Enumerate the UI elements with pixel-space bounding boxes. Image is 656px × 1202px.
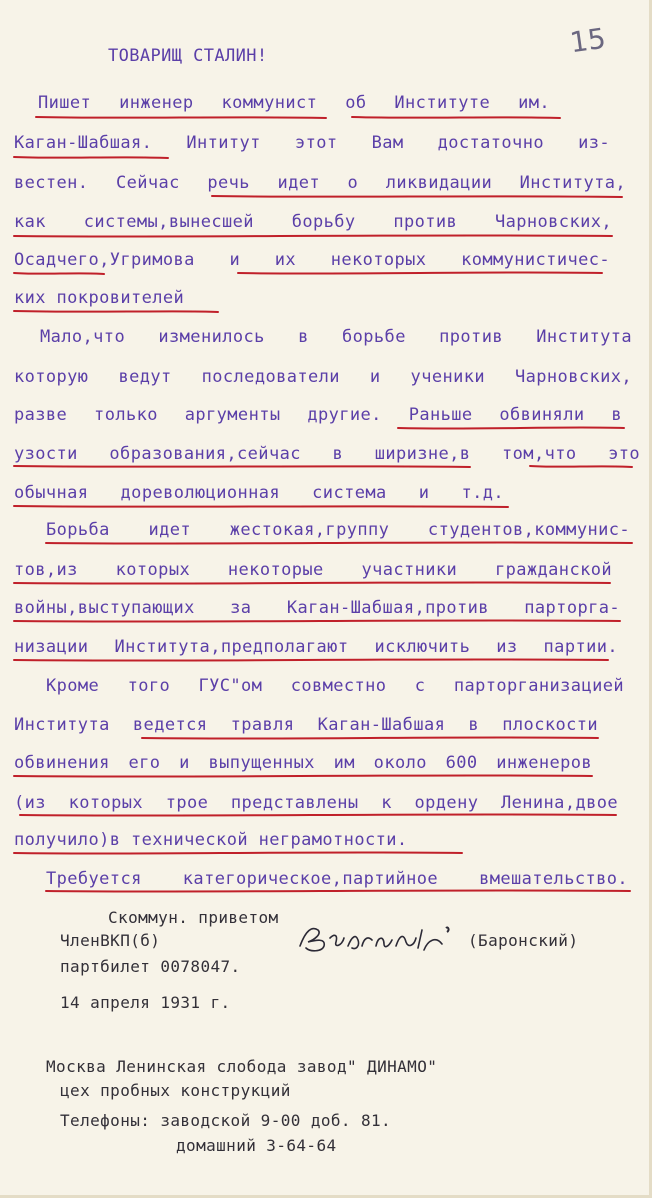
body-line-2: Каган-Шабшая. Интитут этот Вам достаточно из- [14,133,610,153]
body-line-19: (из которых трое представлены к ордену Ленина,двое [14,793,618,813]
body-line-17: Института ведется травля Каган-Шабшая в плоскости [14,715,598,735]
body-line-1: Пишет инженер коммунист об Институте им. [38,93,550,113]
party-member: ЧленВКП(б) [60,931,161,950]
body-line-6: ких покровителей [14,288,185,308]
letter-date: 14 апреля 1931 г. [60,993,231,1012]
body-line-8: которую ведут последователи и ученики Чарновских, [14,367,632,387]
body-line-3: вестен. Сейчас речь идет о ликвидации Института, [14,173,626,193]
body-line-4: как системы,вынесшей борьбу против Чарновских, [14,212,612,232]
phones-home: домашний 3-64-64 [176,1136,337,1155]
body-line-21: Требуется категорическое,партийное вмешательство. [46,869,628,889]
body-line-15: низации Института,предполагают исключить из партии. [14,637,618,657]
body-line-9: разве только аргументы другие. Раньше обвиняли в [14,405,622,425]
salutation: ТОВАРИЩ СТАЛИН! [108,46,268,66]
party-card: партбилет 0078047. [60,957,241,976]
body-line-5: Осадчего,Угримова и их некоторых коммунистичес- [14,250,610,270]
body-line-13: тов,из которых некоторые участники гражданской [14,560,612,580]
closing-greeting: Скоммун. приветом [108,908,279,927]
phones-work: Телефоны: заводской 9-00 доб. 81. [60,1111,392,1130]
author-name: (Баронский) [468,931,579,950]
body-line-14: войны,выступающих за Каган-Шабшая,против парторга- [14,598,620,618]
body-line-18: обвинения его и выпущенных им около 600 инженеров [14,753,592,773]
body-line-20: получило)в технической неграмотности. [14,830,408,850]
address-line-2: цех пробных конструкций [60,1081,291,1100]
body-line-12: Борьба идет жестокая,группу студентов,коммунис- [46,520,630,540]
page-number: 15 [567,21,608,60]
body-line-16: Кроме того ГУС"ом совместно с парторганизацией [46,676,624,696]
body-line-10: узости образования,сейчас в ширизне,в том,что это [14,444,640,464]
body-line-11: обычная дореволюционная система и т.д. [14,483,504,503]
address-line-1: Москва Ленинская слобода завод" ДИНАМО" [46,1057,438,1076]
body-line-7: Мало,что изменилось в борьбе против Института [40,327,632,347]
